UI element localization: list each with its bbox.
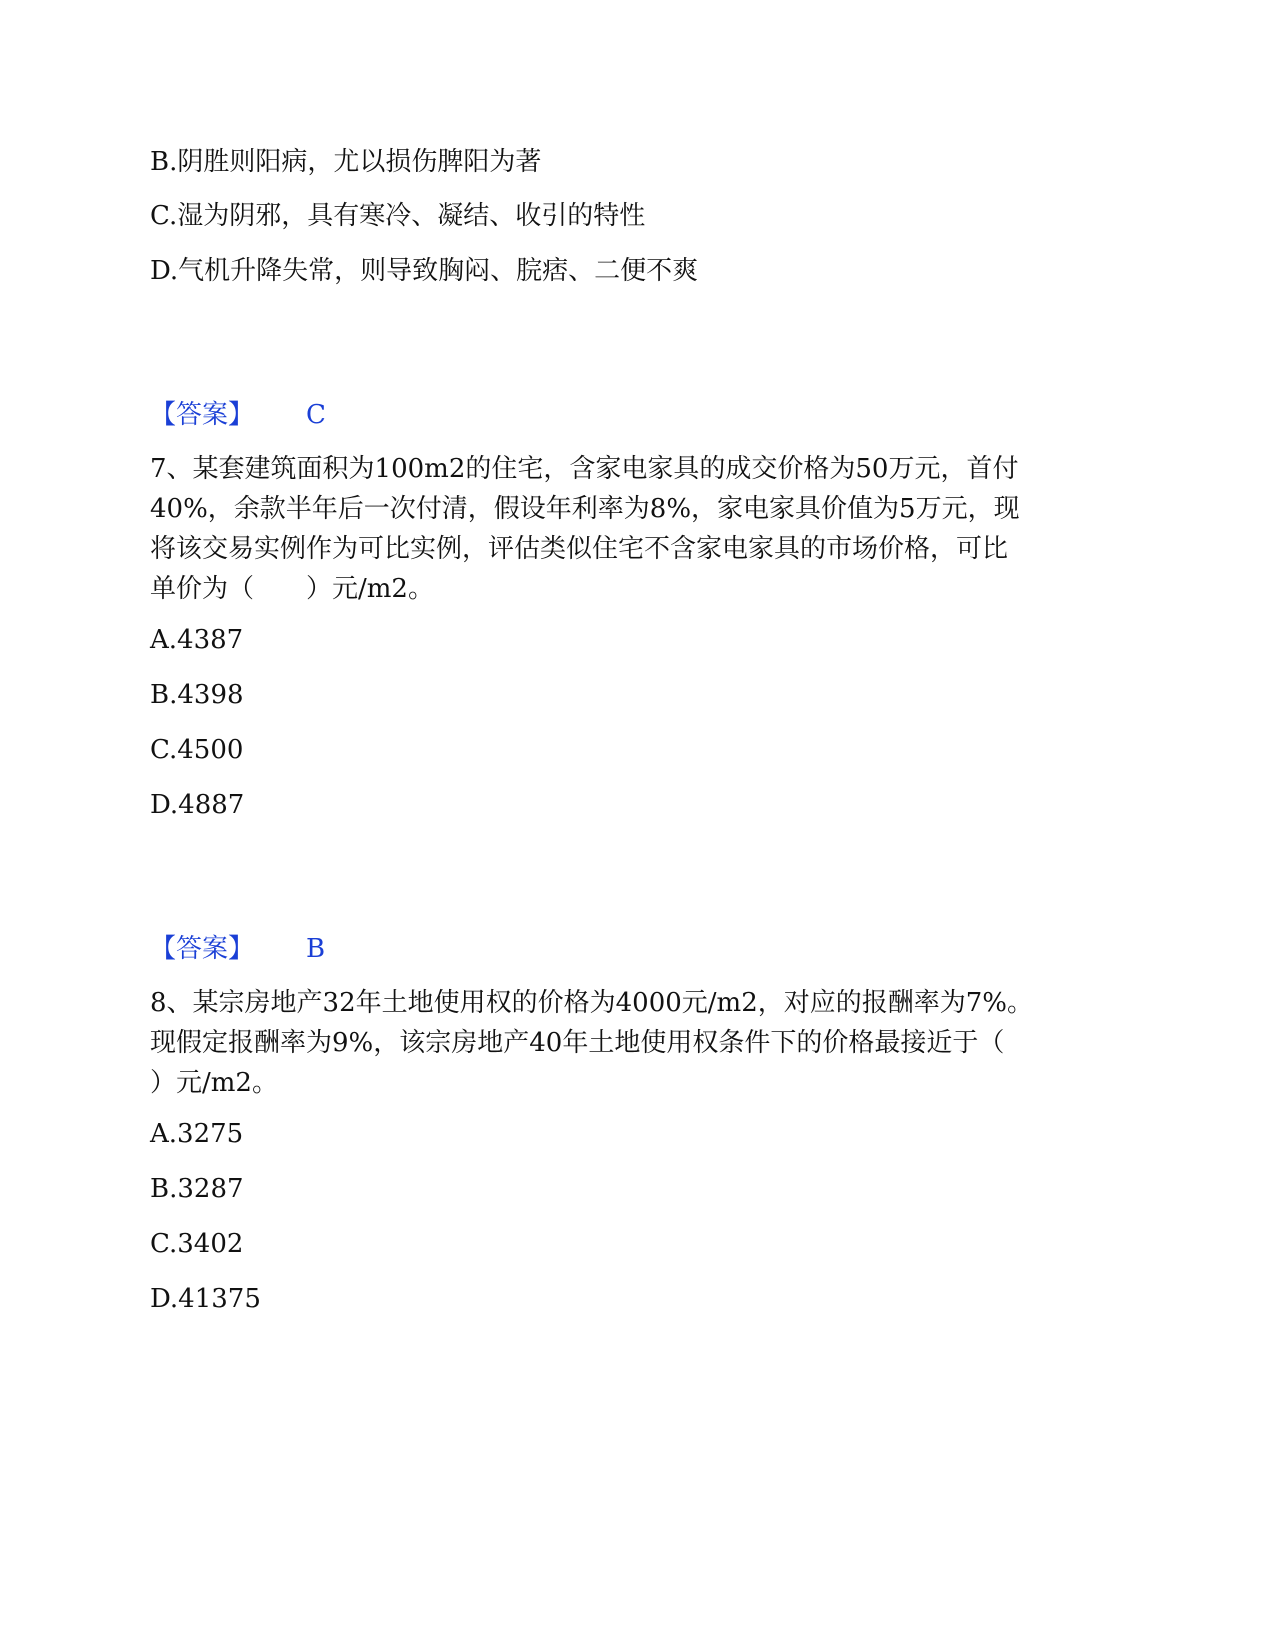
q7-stem-line: 7、某套建筑面积为100m2的住宅，含家电家具的成交价格为50万元，首付 <box>150 454 1019 484</box>
answer-label: 【答案】 <box>150 400 255 430</box>
q7-stem-line: 将该交易实例作为可比实例，评估类似住宅不含家电家具的市场价格，可比 <box>150 534 1009 564</box>
q8-stem-line: 现假定报酬率为9%，该宗房地产40年土地使用权条件下的价格最接近于（ <box>150 1028 1005 1058</box>
q8-stem-line: 8、某宗房地产32年土地使用权的价格为4000元/m2，对应的报酬率为7%。 <box>150 988 1033 1018</box>
q8-option-b: B.3287 <box>150 1174 244 1204</box>
prev-answer <box>150 395 326 435</box>
q8-option-d: D.41375 <box>150 1284 261 1314</box>
q8-stem <box>150 983 1120 1103</box>
q8-option-a: A.3275 <box>150 1119 244 1149</box>
answer-value: B <box>306 934 326 964</box>
q7-stem-line: 40%，余款半年后一次付清，假设年利率为8%，家电家具价值为5万元，现 <box>150 494 1020 524</box>
prev-option-b: B.阴胜则阳病，尤以损伤脾阳为著 <box>150 147 542 177</box>
q8-stem-line: ）元/m2。 <box>150 1068 278 1098</box>
q7-option-c: C.4500 <box>150 735 244 765</box>
q7-option-b: B.4398 <box>150 680 244 710</box>
q8-option-c: C.3402 <box>150 1229 244 1259</box>
prev-option-c: C.湿为阴邪，具有寒冷、凝结、收引的特性 <box>150 201 646 231</box>
q7-answer <box>150 929 325 969</box>
q7-stem <box>150 449 1120 609</box>
q7-option-d: D.4887 <box>150 790 245 820</box>
prev-option-d: D.气机升降失常，则导致胸闷、脘痞、二便不爽 <box>150 256 699 286</box>
q7-stem-line: 单价为（ ）元/m2。 <box>150 574 434 604</box>
answer-value: C <box>306 400 326 430</box>
answer-label: 【答案】 <box>150 934 255 964</box>
q7-option-a: A.4387 <box>150 625 244 655</box>
